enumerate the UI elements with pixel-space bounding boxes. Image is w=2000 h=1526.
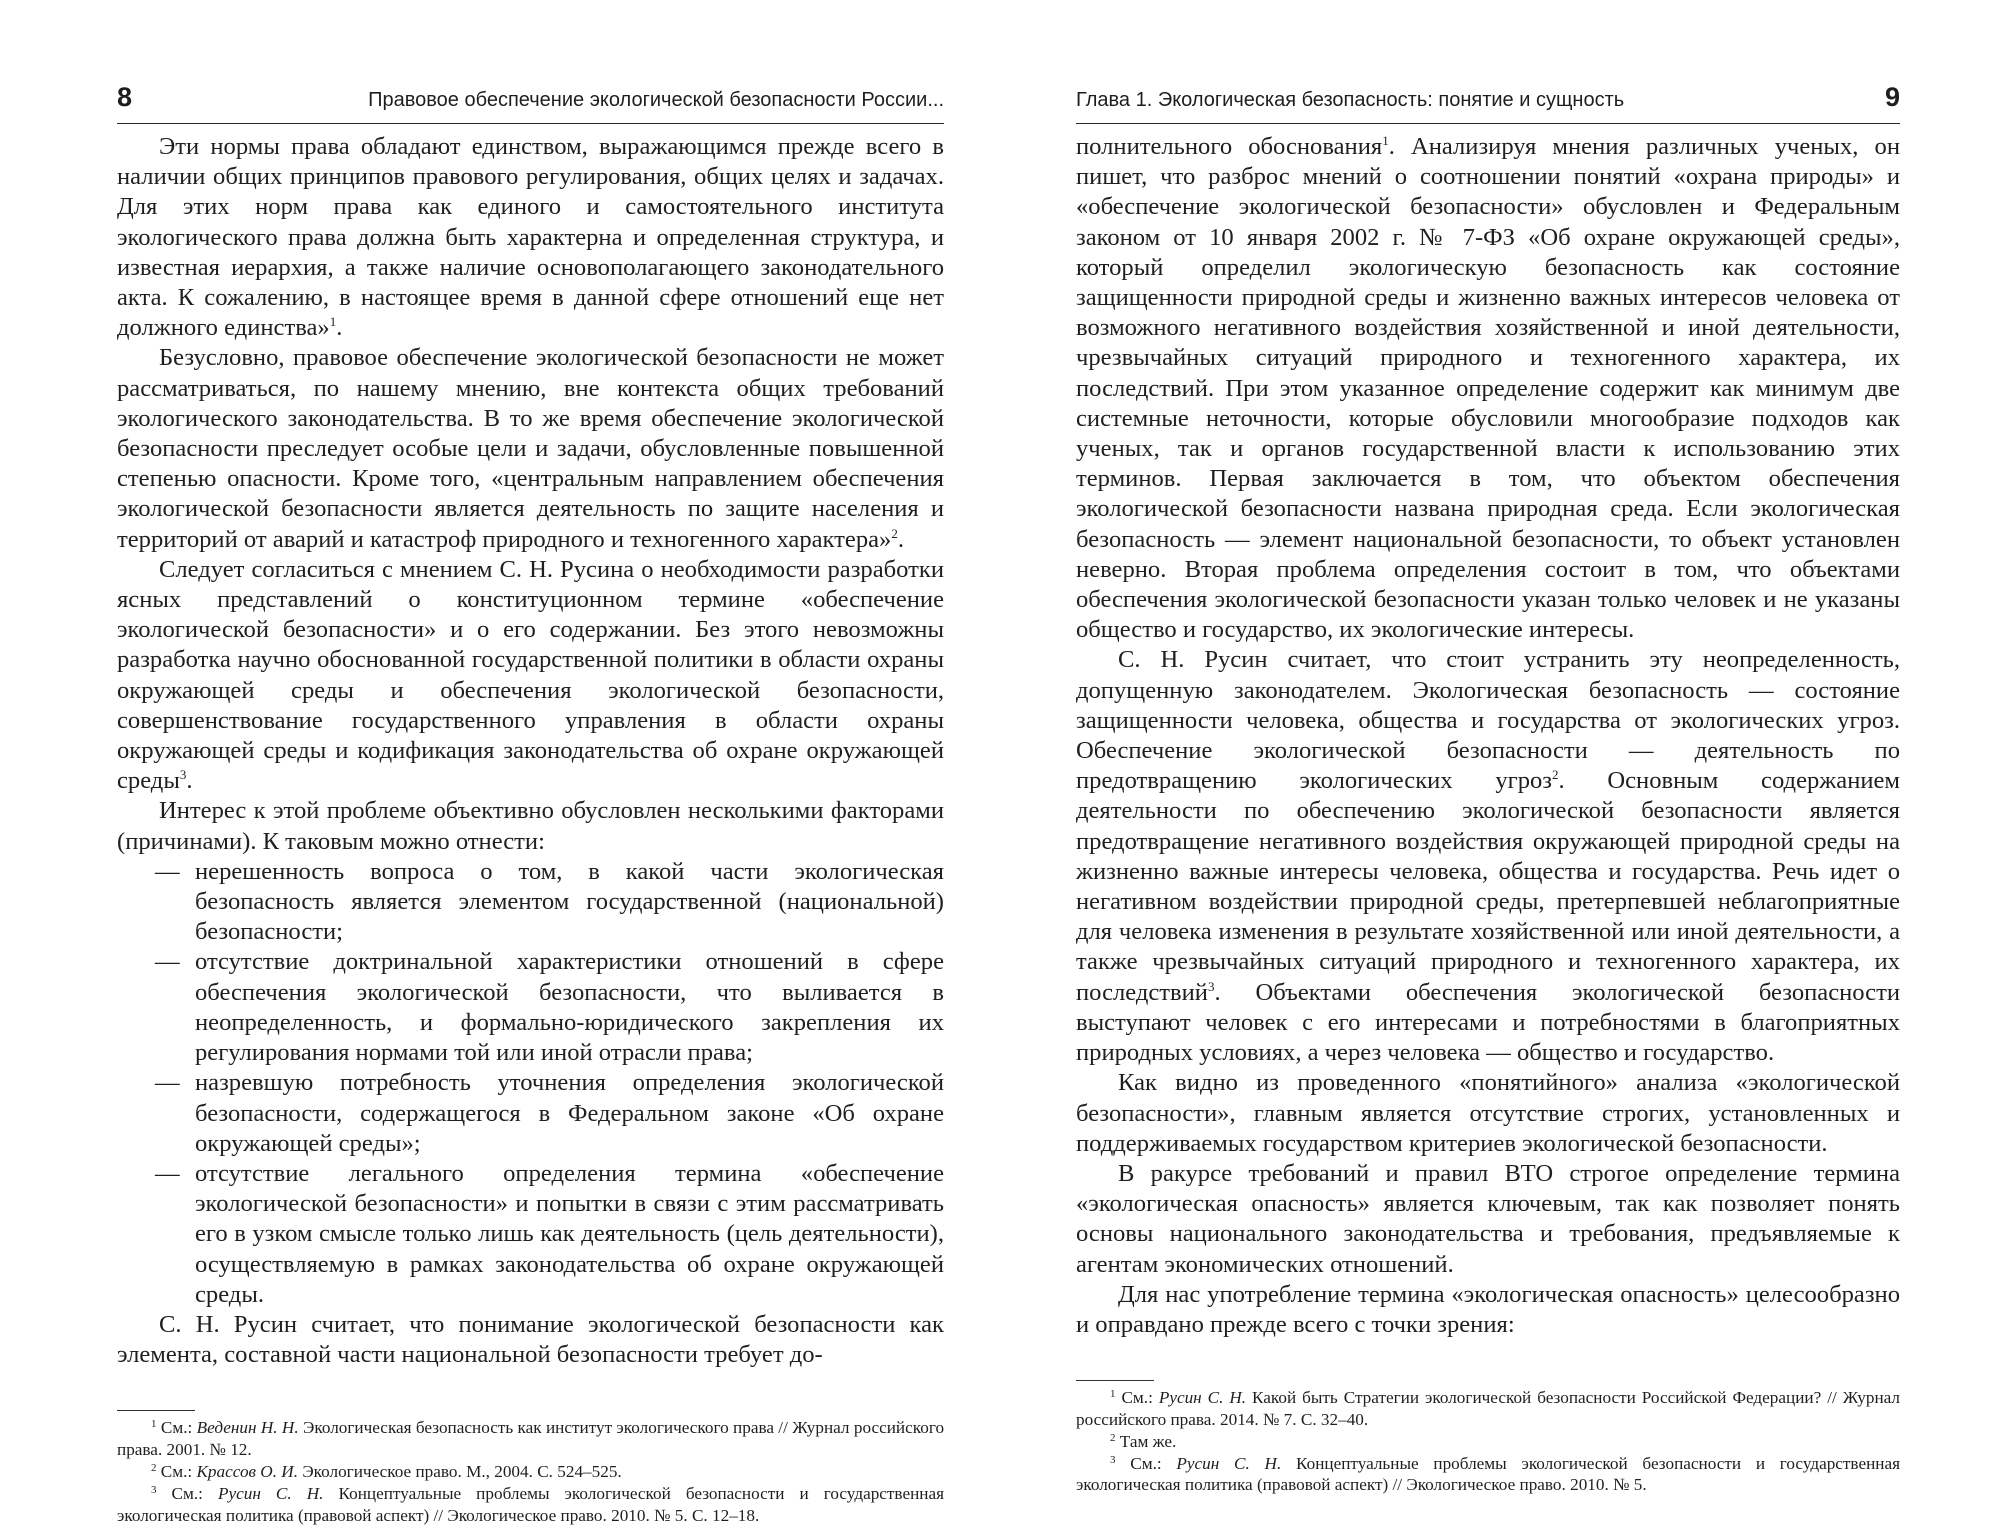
left-body-text	[117, 132, 944, 1370]
left-page	[0, 0, 1000, 1525]
left-paragraph-4: Интерес к этой проблеме объективно обусловлен несколькими факторами (причинами). К таковым можно отнести:	[117, 797, 944, 855]
right-paragraph-3: Как видно из проведенного «понятийного» анализа «экологической безопасности», главным является отсутствие строгих, установленных и поддерживаемых государством критериев экологической безопасности.	[1076, 1069, 1900, 1157]
left-footnotes	[117, 1417, 944, 1526]
footnote: $^1$ См.: Веденин Н. Н. Экологическая безопасность как институт экологического права // Журнал российского права. 2001. № 12.	[117, 1418, 945, 1460]
right-running-header	[1076, 82, 1900, 124]
left-page-number: 8	[117, 82, 133, 112]
footnote-ref: 1	[1382, 133, 1389, 148]
footnote-ref: 3	[1207, 978, 1215, 994]
left-paragraph-3: Следует согласиться с мнением С. Н. Русина о необходимости разработки ясных представлений о конституционном термине «обеспечение экологической безопасности» и о его содержании. Без этого невозможны разработка научно обоснованной государственной политики в области охраны окружающей среды и обеспечения экологической безопасности, совершенствование государственного управления в области охраны окружающей среды и кодификация законодательства об охране окружающей среды$^3$.	[117, 555, 944, 795]
right-paragraph-1: полнительного обоснования$^1$. Анализируя мнения различных ученых, он пишет, что разброс мнений о соотношении понятий «охрана природы» и «обеспечение экологической безопасности» обусловлен и Федеральным законом от 10 января 2002 г. № 7-ФЗ «Об охране окружающей среды», который определил экологическую безопасность как состояние защищенности природной среды и жизненно важных интересов человека от возможного негативного воздействия хозяйственной и иной деятельности, чрезвычайных ситуаций природного и техногенного характера, их последствий. При этом указанное определение содержит как минимум две системные неточности, которые обусловили многообразие подходов как ученых, так и органов государственной власти к использованию этих терминов. Первая заключается в том, что объектом обеспечения экологической безопасности названа природная среда. Если экологическая безопасность — элемент национальной безопасности, то объект установлен неверно. Вторая проблема определения состоит в том, что объектами обеспечения экологической безопасности указан только человек и не указаны общество и государство, их экологические интересы.	[1076, 133, 1900, 644]
dash-bullet: —	[155, 1159, 180, 1187]
right-page	[1000, 0, 2000, 1519]
footnote-separator	[117, 1410, 195, 1411]
right-running-title: Глава 1. Экологическая безопасность: понятие и сущность	[1076, 89, 1625, 111]
right-paragraph-4: В ракурсе требований и правил ВТО строгое определение термина «экологическая опасность» является ключевым, так как позволяет понять основы национального законодательства и требования, предъявляемые к агентам экономических отношений.	[1076, 1159, 1900, 1278]
left-running-header	[117, 82, 944, 124]
list-item: — назревшую потребность уточнения определения экологической безопасности, содержащегося в Федеральном законе «Об охране окружающей среды»;	[155, 1069, 944, 1157]
right-paragraph-5: Для нас употребление термина «экологическая опасность» целесообразно и оправдано прежде всего с точки зрения:	[1076, 1280, 1900, 1338]
footnote: $^3$ См.: Русин С. Н. Концептуальные проблемы экологической безопасности и государственная экологическая политика (правовой аспект) // Экологическое право. 2010. № 5. С. 12–18.	[117, 1483, 945, 1525]
footnote: $^3$ См.: Русин С. Н. Концептуальные проблемы экологической безопасности и государственная экологическая политика (правовой аспект) // Экологическое право. 2010. № 5.	[1076, 1453, 1901, 1495]
list-item: — отсутствие доктринальной характеристики отношений в сфере обеспечения экологической безопасности, что выливается в неопределенность, и формально-юридического закрепления их регулирования нормами той или иной отрасли права;	[155, 948, 944, 1067]
list-item: — отсутствие легального определения термина «обеспечение экологической безопасности» и попытки в связи с этим рассматривать его в узком смысле только лишь как деятельность (цель деятельности), осуществляемую в рамках законодательства об охране окружающей среды.	[155, 1159, 944, 1308]
footnote-ref: 1	[329, 314, 337, 330]
footnote-ref: 3	[179, 767, 187, 783]
list-item: — нерешенность вопроса о том, в какой части экологическая безопасность является элементом государственной (национальной) безопасности;	[155, 857, 944, 946]
right-body-text	[1076, 132, 1900, 1340]
footnote-separator	[1076, 1380, 1154, 1381]
right-footnotes	[1076, 1387, 1900, 1496]
footnote: $^2$ См.: Крассов О. И. Экологическое право. М., 2004. С. 524–525.	[151, 1461, 622, 1481]
right-page-number: 9	[1884, 82, 1900, 112]
dash-bullet: —	[155, 948, 180, 976]
left-running-title: Правовое обеспечение экологической безопасности России...	[368, 89, 944, 111]
left-paragraph-5: С. Н. Русин считает, что понимание экологической безопасности как элемента, составной части национальной безопасности требует до-	[117, 1310, 944, 1369]
left-paragraph-2: Безусловно, правовое обеспечение экологической безопасности не может рассматриваться, по нашему мнению, вне контекста общих требований экологического законодательства. В то же время обеспечение экологической безопасности преследует особые цели и задачи, обусловленные повышенной степенью опасности. Кроме того, «центральным направлением обеспечения экологической безопасности является деятельность по защите населения и территорий от аварий и катастроф природного и техногенного характера»$^2$.	[117, 344, 944, 553]
dash-bullet: —	[155, 857, 180, 885]
footnote-ref: 2	[1552, 767, 1559, 783]
right-paragraph-2: С. Н. Русин считает, что стоит устранить эту неопределенность, допущенную законодателем. Экологическая безопасность — состояние защищенности человека, общества и государства от экологических угроз. Обеспечение экологической безопасности — деятельность по предотвращению экологических угроз$^2$. Основным содержанием деятельности по обеспечению экологической безопасности является предотвращение негативного воздействия окружающей природной среды на жизненно важные интересы человека, общества и государства. Речь идет о негативном воздействии природной среды, претерпевшей неблагоприятные для человека изменения в результате хозяйственной или иной деятельности, а также чрезвычайных ситуаций природного и техногенного характера, их последствий$^3$. Объектами обеспечения экологической безопасности выступают человек с его интересами и потребностями в благоприятных природных условиях, а через человека — общество и государство.	[1076, 646, 1900, 1067]
left-paragraph-1: Эти нормы права обладают единством, выражающимся прежде всего в наличии общих принципов правового регулирования, общих целях и задачах. Для этих норм права как единого и самостоятельного института экологического права должна быть характерна и определенная структура, и известная иерархия, а также наличие основополагающего законодательного акта. К сожалению, в настоящее время в данной сфере отношений еще нет должного единства»$^1$.	[117, 133, 944, 342]
footnote: $^1$ См.: Русин С. Н. Какой быть Стратегии экологической безопасности Российской Федерации? // Журнал российского права. 2014. № 7. С. 32–40.	[1076, 1388, 1901, 1429]
footnote-ref: 2	[891, 525, 898, 541]
dash-bullet: —	[155, 1069, 180, 1097]
footnote: $^2$ Там же.	[1110, 1431, 1177, 1451]
factors-list	[117, 857, 944, 1310]
